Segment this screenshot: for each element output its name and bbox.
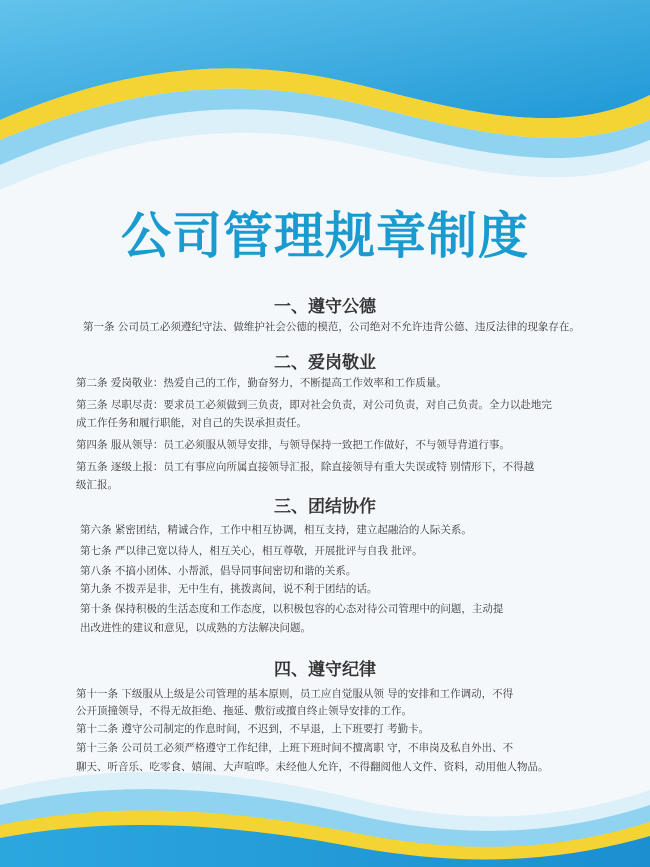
section-heading-2: 二、爱岗敬业	[274, 353, 376, 373]
section-3-line-3: 第八条 不搞小团体、小帮派，倡导同事间密切和谐的关系。	[80, 565, 357, 577]
section-4-line-4: 第十三条 公司员工必须严格遵守工作纪律，上班下班时间不擅离职 守，不串岗及私自外出、不	[76, 742, 514, 754]
section-3-line-1: 第六条 紧密团结，精诚合作，工作中相互协调，相互支持，建立起融洽的人际关系。	[80, 524, 472, 536]
section-4-line-5: 聊天、听音乐、吃零食、嬉闹、大声喧哗。未经他人允许，不得翻阅他人文件、资料，动用他人物品。	[76, 761, 549, 773]
page-title: 公司管理规章制度	[121, 207, 529, 265]
section-2-line-6: 级汇报。	[76, 479, 118, 491]
section-2-line-4: 第四条 服从领导：员工必须服从领导安排，与领导保持一致把工作做好，不与领导背道行事。	[76, 439, 510, 451]
section-2-line-2: 第三条 尽职尽责：要求员工必须做到三负责，即对社会负责，对公司负责，对自己负责。全力以赴地完	[76, 399, 552, 411]
section-3-line-4: 第九条 不拨弄是非，无中生有，挑拨离间，说不利于团结的话。	[80, 583, 378, 595]
section-3-line-6: 出改进性的建议和意见，以成熟的方法解决问题。	[80, 622, 311, 634]
section-heading-1: 一、遵守公德	[274, 297, 376, 317]
section-1-line-1: 第一条 公司员工必须遵纪守法、做维护社会公德的模范，公司绝对不允许违背公德、违反法律的现象存在。	[83, 321, 580, 333]
section-4-line-1: 第十一条 下级服从上级是公司管理的基本原则，员工应自觉服从领 导的安排和工作调动，不得	[76, 688, 514, 700]
section-3-line-5: 第十条 保持积极的生活态度和工作态度，以积极包容的心态对待公司管理中的问题，主动提	[80, 603, 504, 615]
section-2-line-3: 成工作任务和履行职能，对自己的失误承担责任。	[76, 417, 307, 429]
section-2-line-5: 第五条 逐级上报：员工有事应向所属直接领导汇报，除直接领导有重大失误或特 别情形下，不得越	[76, 461, 535, 473]
section-2-line-1: 第二条 爱岗敬业：热爱自己的工作，勤奋努力，不断提高工作效率和工作质量。	[76, 377, 447, 389]
section-4-line-3: 第十二条 遵守公司制定的作息时间，不迟到，不早退，上下班要打 考勤卡。	[76, 723, 430, 735]
section-3-line-2: 第七条 严以律己宽以待人，相互关心，相互尊敬，开展批评与自我 批评。	[80, 545, 423, 557]
section-heading-3: 三、团结协作	[274, 497, 376, 517]
section-heading-4: 四、遵守纪律	[274, 660, 376, 680]
section-4-line-2: 公开顶撞领导，不得无故拒绝、拖延、敷衍或擅自终止领导安排的工作。	[76, 705, 412, 717]
